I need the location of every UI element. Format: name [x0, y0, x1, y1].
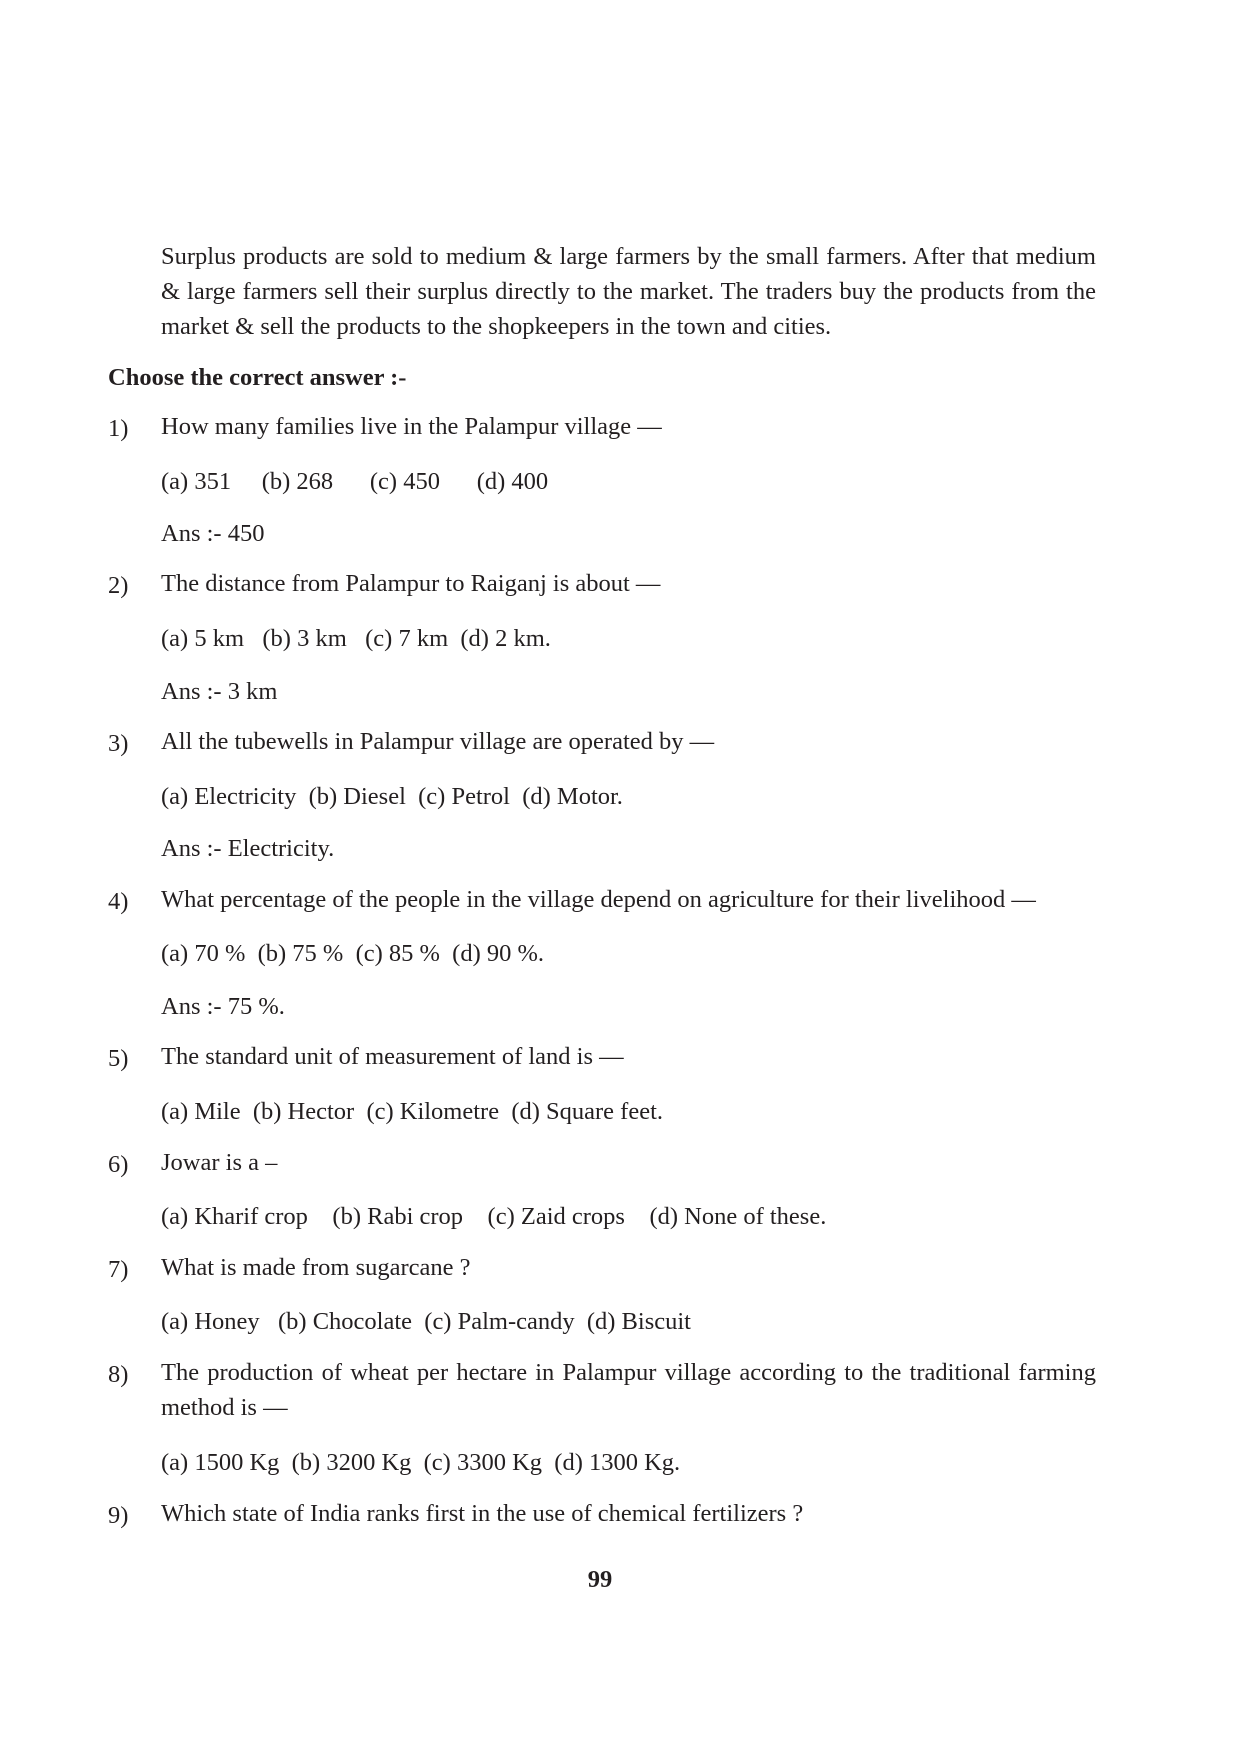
- question-options: (a) Mile (b) Hector (c) Kilometre (d) Square feet.: [161, 1098, 664, 1125]
- question-text: Jowar is a –: [161, 1149, 278, 1176]
- question-options: (a) 1500 Kg (b) 3200 Kg (c) 3300 Kg (d) 1300 Kg.: [161, 1449, 681, 1476]
- question-options: (a) Kharif crop (b) Rabi crop (c) Zaid crops (d) None of these.: [161, 1203, 827, 1230]
- intro-paragraph: Surplus products are sold to medium & large farmers by the small farmers. After that medium & large farmers sell their surplus directly to the market. The traders buy the products from the market & sell the products to the shopkeepers in the town and cities.: [161, 243, 1096, 340]
- question-options: (a) 351 (b) 268 (c) 450 (d) 400: [161, 468, 549, 495]
- question-number: 8): [108, 1361, 129, 1388]
- question-text: The standard unit of measurement of land is —: [161, 1043, 624, 1070]
- question-options: (a) Electricity (b) Diesel (c) Petrol (d) Motor.: [161, 783, 623, 810]
- question-number: 1): [108, 415, 129, 442]
- question-text: Which state of India ranks first in the use of chemical fertilizers ?: [161, 1500, 804, 1527]
- question-options: (a) 5 km (b) 3 km (c) 7 km (d) 2 km.: [161, 625, 551, 652]
- question-answer: Ans :- 3 km: [161, 678, 278, 705]
- question-text: How many families live in the Palampur village —: [161, 413, 662, 440]
- question-number: 7): [108, 1256, 129, 1283]
- question-answer: Ans :- Electricity.: [161, 835, 335, 862]
- question-text: What percentage of the people in the village depend on agriculture for their livelihood —: [161, 886, 1036, 913]
- question-number: 6): [108, 1151, 129, 1178]
- question-text: The production of wheat per hectare in Palampur village according to the traditional farming method is —: [161, 1359, 1096, 1421]
- question-text: The distance from Palampur to Raiganj is about —: [161, 570, 661, 597]
- question-number: 3): [108, 730, 129, 757]
- page-number: 99: [587, 1566, 613, 1593]
- question-text: What is made from sugarcane ?: [161, 1254, 471, 1281]
- question-number: 4): [108, 888, 129, 915]
- question-answer: Ans :- 450: [161, 520, 265, 547]
- question-options: (a) 70 % (b) 75 % (c) 85 % (d) 90 %.: [161, 940, 545, 967]
- question-answer: Ans :- 75 %.: [161, 993, 285, 1020]
- question-text: All the tubewells in Palampur village are operated by —: [161, 728, 715, 755]
- question-options: (a) Honey (b) Chocolate (c) Palm-candy (d) Biscuit: [161, 1308, 691, 1335]
- question-number: 5): [108, 1045, 129, 1072]
- section-heading: Choose the correct answer :-: [108, 364, 407, 391]
- question-number: 2): [108, 572, 129, 599]
- question-number: 9): [108, 1502, 129, 1529]
